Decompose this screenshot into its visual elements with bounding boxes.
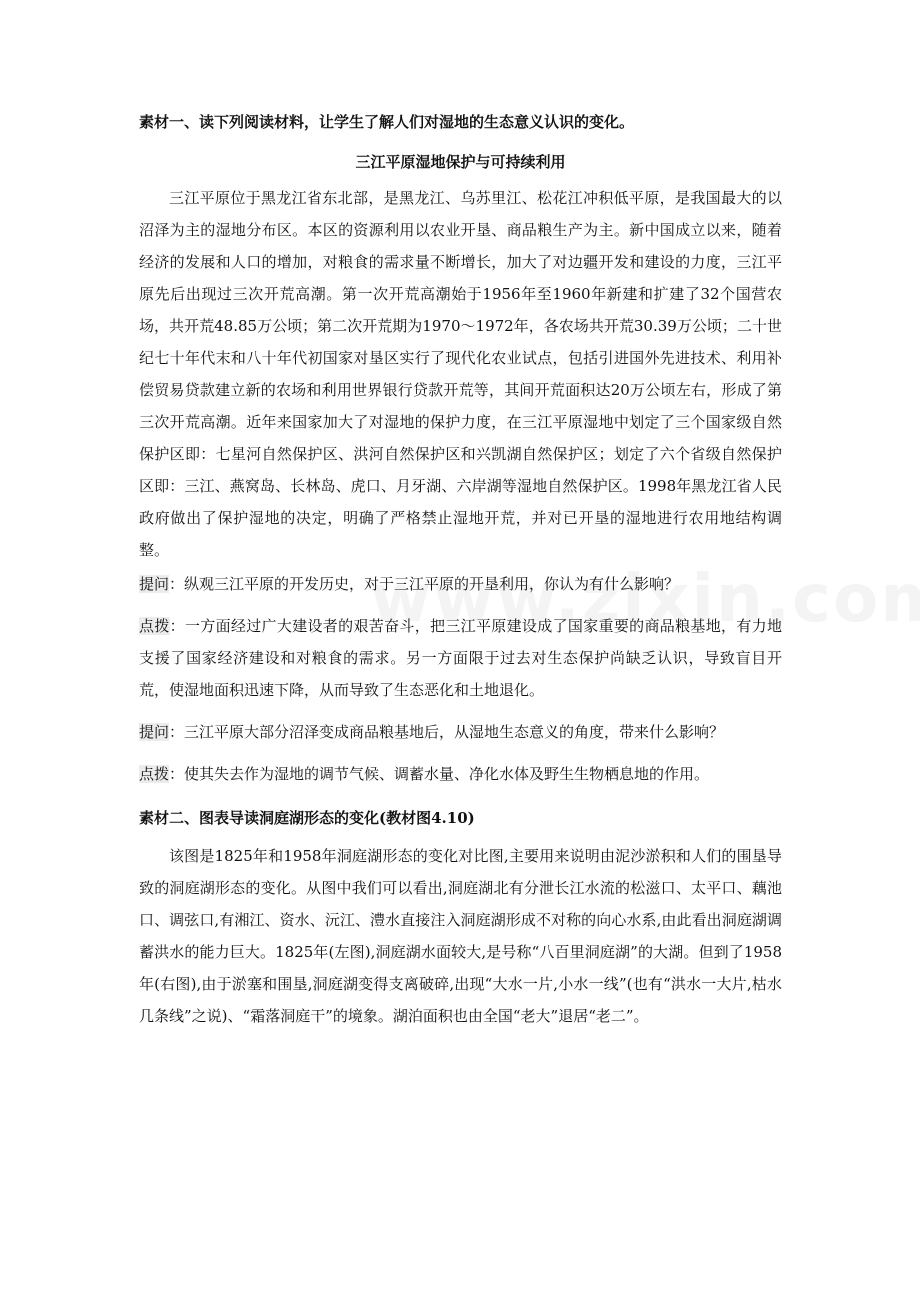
answer-1-text: ：一方面经过广大建设者的艰苦奋斗，把三江平原建设成了国家重要的商品粮基地，有力地支援了国家经济建设和对粮食的需求。另一方面限于过去对生态保护尚缺乏认识，导致盲目开荒，使湿地面积迅速下降，从而导致了生态恶化和土地退化。: [139, 617, 782, 699]
answer-2-label: 点拨: [139, 765, 170, 783]
question-1: [139, 568, 782, 600]
question-1-label: 提问: [139, 575, 170, 593]
material1-paragraph: 三江平原位于黑龙江省东北部，是黑龙江、乌苏里江、松花江冲积低平原，是我国最大的以沼泽为主的湿地分布区。本区的资源利用以农业开垦、商品粮生产为主。新中国成立以来，随着经济的发展和人口的增加，对粮食的需求量不断增长，加大了对边疆开发和建设的力度，三江平原先后出现过三次开荒高潮。第一次开荒高潮始于1956年至1960年新建和扩建了32个国营农场，共开荒48.85万公顷；第二次开荒期为1970～1972年，各农场共开荒30.39万公顷；二十世纪七十年代末和八十年代初国家对垦区实行了现代化农业试点，包括引进国外先进技术、利用补偿贸易贷款建立新的农场和利用世界银行贷款开荒等，其间开荒面积达20万公顷左右，形成了第三次开荒高潮。近年来国家加大了对湿地的保护力度，在三江平原湿地中划定了三个国家级自然保护区即：七星河自然保护区、洪河自然保护区和兴凯湖自然保护区；划定了六个省级自然保护区即：三江、燕窝岛、长林岛、虎口、月牙湖、六岸湖等湿地自然保护区。1998年黑龙江省人民政府做出了保护湿地的决定，明确了严格禁止湿地开荒，并对已开垦的湿地进行农用地结构调整。: [139, 189, 782, 559]
material1-title: 三江平原湿地保护与可持续利用: [355, 153, 566, 171]
document-body: [139, 106, 782, 1032]
question-2: [139, 716, 782, 748]
material2-paragraph: 该图是1825年和1958年洞庭湖形态的变化对比图,主要用来说明由泥沙淤积和人们的围垦导致的洞庭湖形态的变化。从图中我们可以看出,洞庭湖北有分泄长江水流的松滋口、太平口、藕池口、调弦口,有湘江、资水、沅江、澧水直接注入洞庭湖形成不对称的向心水系,由此看出洞庭湖调蓄洪水的能力巨大。1825年(左图),洞庭湖水面较大,是号称“八百里洞庭湖”的大湖。但到了1958年(右图),由于淤塞和围垦,洞庭湖变得支离破碎,出现“大水一片,小水一线”(也有“洪水一大片,枯水几条线”之说)、“霜落洞庭干”的境象。湖泊面积也由全国“老大”退居“老二”。: [139, 847, 782, 1025]
answer-2: [139, 758, 782, 790]
answer-1-label: 点拨: [139, 617, 170, 635]
question-1-text: ：纵观三江平原的开发历史，对于三江平原的开垦利用，你认为有什么影响？: [169, 575, 680, 593]
material2-heading: 素材二、图表导读洞庭湖形态的变化(教材图4.10): [139, 809, 475, 827]
question-2-label: 提问: [139, 723, 170, 741]
answer-1: [139, 610, 782, 706]
answer-2-text: ：使其失去作为湿地的调节气候、调蓄水量、净化水体及野生生物栖息地的作用。: [169, 765, 710, 783]
question-2-text: ：三江平原大部分沼泽变成商品粮基地后，从湿地生态意义的角度，带来什么影响？: [169, 723, 725, 741]
material1-heading: 素材一、读下列阅读材料，让学生了解人们对湿地的生态意义认识的变化。: [139, 113, 635, 131]
